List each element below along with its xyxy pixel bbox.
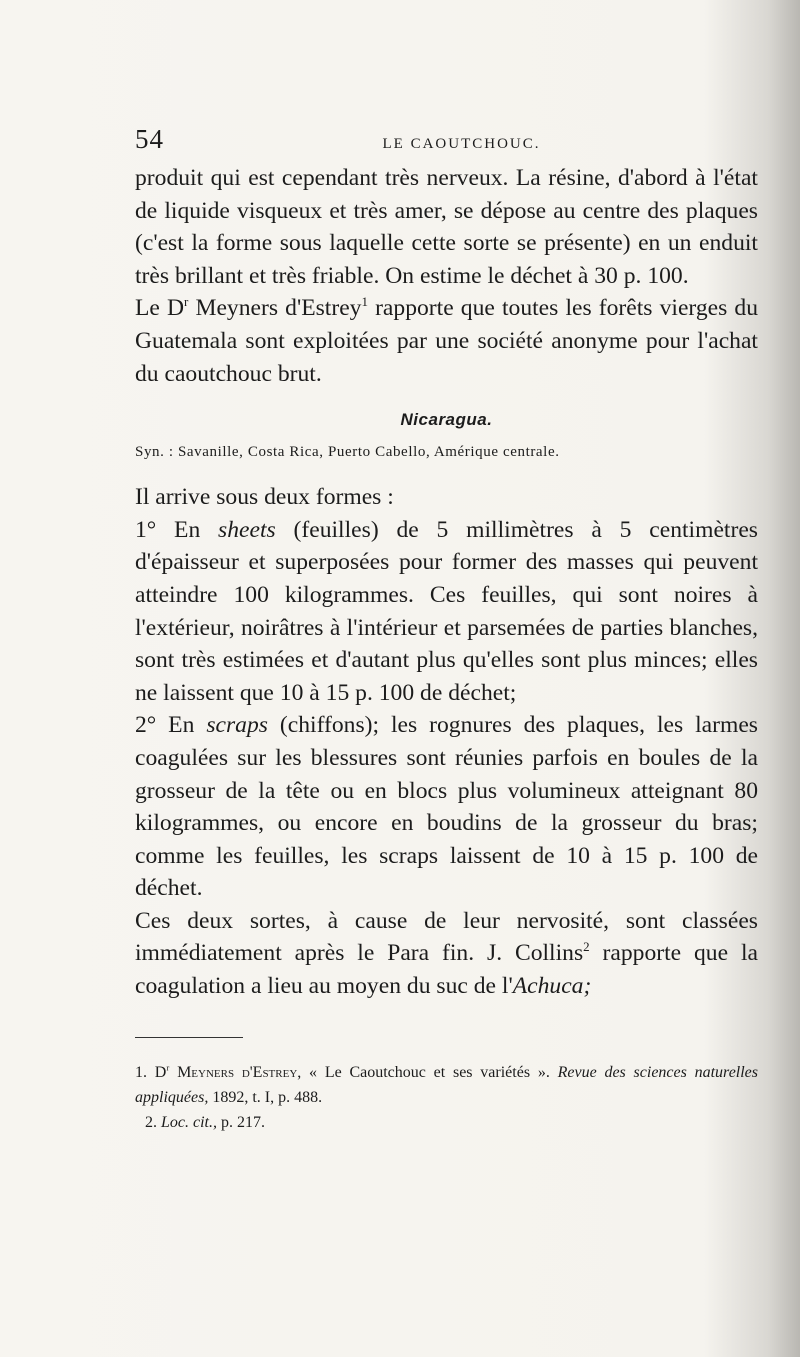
synonyms-line: Syn. : Savanille, Costa Rica, Puerto Cabello, Amérique centrale. xyxy=(135,444,560,461)
p4-term: sheets xyxy=(218,516,276,543)
footnote-ref-2: 2 xyxy=(583,939,590,955)
footnote-1-number: 1. xyxy=(135,1063,147,1081)
page-content xyxy=(135,124,758,1135)
p2-dr: Le D xyxy=(135,295,185,322)
footnote-1-journal: Revue des sciences naturelles appliquées, xyxy=(135,1063,759,1106)
paragraph-3: Il arrive sous deux formes : xyxy=(135,484,394,511)
footnote-1-title: « Le Caoutchouc et ses variétés ». xyxy=(301,1063,558,1081)
running-head xyxy=(135,124,758,162)
footnotes xyxy=(135,1060,758,1135)
footnote-1 xyxy=(135,1060,758,1110)
footnote-2-rest: p. 217. xyxy=(217,1113,265,1131)
footnote-rule xyxy=(135,1037,243,1038)
footnote-ref-1: 1 xyxy=(361,294,368,310)
footnote-1-rest: 1892, t. I, p. 488. xyxy=(208,1088,323,1106)
p6-text: Ces deux sortes, à cause de leur nervosité, sont classées immédiatement après le Para fin. J. Collins xyxy=(135,907,758,967)
footnote-1-dr: D xyxy=(154,1063,167,1081)
p5-text: (chiffons); les rognures des plaques, les larmes coagulées sur les blessures sont réunies parfois en boules de la grosseur de la tête ou en blocs plus volumineux atteignant 80 kilogrammes, ou encore en boudins de la grosseur du bras; comme les feuilles, les scraps laissent de 10 à 15 p. 100 de déchet. xyxy=(135,712,758,902)
body-text xyxy=(135,162,758,1003)
paragraph-4: 1° En sheets (feuilles) de 5 millimètres à 5 centimètres d'épaisseur et superposées pour former des masses qui peuvent atteindre 100 kilogrammes. Ces feuilles, qui sont noires à l'extérieur, noirâtres à l'intérieur et parsemées de parties blanches, sont très estimées et d'autant plus qu'elles sont plus minces; elles ne laissent que 10 à 15 p. 100 de déchet; xyxy=(135,516,758,706)
paragraph-6 xyxy=(135,905,758,1003)
footnote-1-author: Meyners d'Estrey, xyxy=(177,1063,302,1081)
footnote-2-loc: Loc. cit., xyxy=(161,1113,217,1131)
footnote-2-number: 2. xyxy=(145,1113,157,1131)
p4-text: (feuilles) de 5 millimètres à 5 centimètres d'épaisseur et superposées pour former des masses qui peuvent atteindre 100 kilogrammes. Ces feuilles, qui sont noires à l'extérieur, noirâtres à l'intérieur et parsemées de parties blanches, sont très estimées et d'autant plus qu'elles sont plus minces; elles ne laissent que 10 à 15 p. 100 de déchet; xyxy=(135,516,758,706)
p4-number: 1° xyxy=(135,516,157,543)
section-heading: Nicaragua. xyxy=(400,410,493,430)
paragraph-1: produit qui est cependant très nerveux. La résine, d'abord à l'état de liquide visqueux et très amer, se dépose au centre des plaques (c'est la forme sous laquelle cette sorte se présente) en un enduit très brillant et très friable. On estime le déchet à 30 p. 100. xyxy=(135,165,758,289)
p6-term: Achuca; xyxy=(512,973,592,1000)
p6-after: rapporte que la coagulation a lieu au moyen du suc de l' xyxy=(135,940,758,1000)
footnote-1-dr-sup: r xyxy=(166,1062,170,1073)
footnote-2 xyxy=(135,1110,758,1135)
p5-number: 2° xyxy=(135,712,157,739)
p2-name: Meyners d'Estrey xyxy=(188,295,362,322)
paragraph-2 xyxy=(135,292,758,390)
running-title: LE CAOUTCHOUC. xyxy=(382,136,541,152)
page-number: 54 xyxy=(135,124,164,154)
p2-text: rapporte que toutes les forêts vierges du Guatemala sont exploitées par une société anonyme pour l'achat du caoutchouc brut. xyxy=(135,295,758,387)
p5-term: scraps xyxy=(206,712,268,739)
p2-dr-sup: r xyxy=(184,294,189,310)
paragraph-5: 2° En scraps (chiffons); les rognures des plaques, les larmes coagulées sur les blessures sont réunies parfois en boules de la grosseur de la tête ou en blocs plus volumineux atteignant 80 kilogrammes, ou encore en boudins de la grosseur du bras; comme les feuilles, les scraps laissent de 10 à 15 p. 100 de déchet. xyxy=(135,712,758,902)
